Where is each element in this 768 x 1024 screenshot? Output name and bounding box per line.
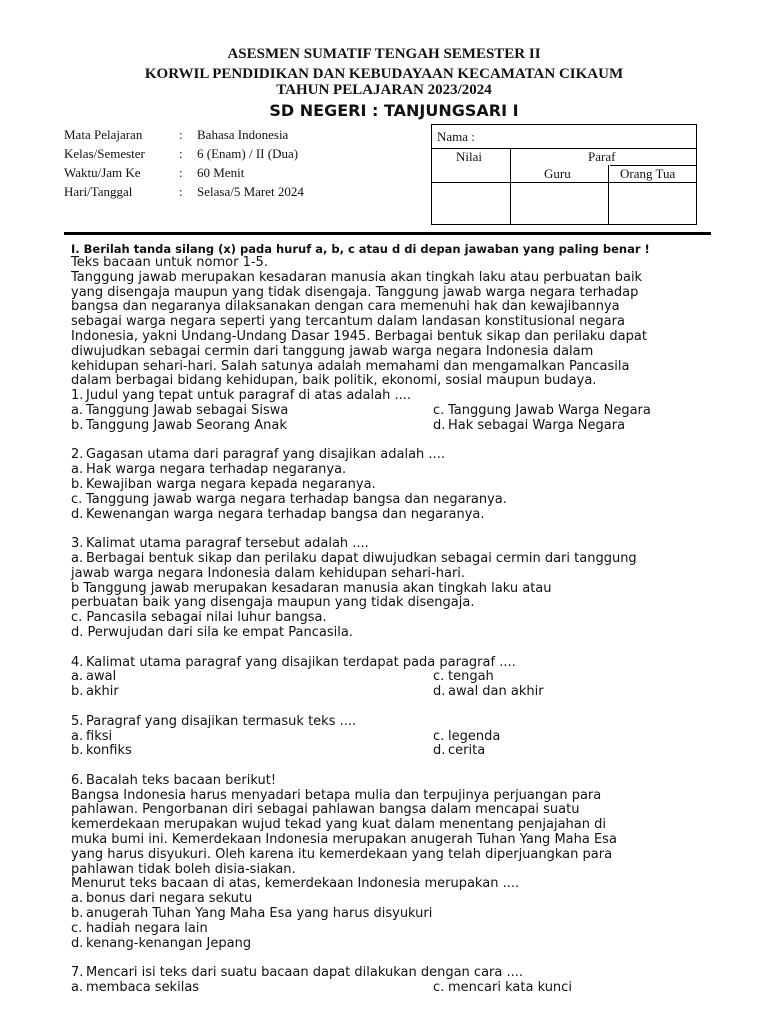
option-letter: c. — [433, 728, 445, 744]
option-text: akhir — [86, 684, 119, 700]
option-letter: c. — [71, 920, 83, 936]
info-label: Waktu/Jam Ke — [64, 165, 141, 180]
option-b[interactable] — [71, 744, 132, 759]
parent-label: Orang Tua — [620, 166, 676, 181]
option-text: anugerah Tuhan Yang Maha Esa yang harus disyukuri — [86, 906, 433, 922]
option-d[interactable]: d. Perwujudan dari sila ke empat Pancasila. — [71, 624, 353, 640]
question-text: Paragraf yang disajikan termasuk teks .... — [86, 713, 357, 729]
option-c[interactable] — [433, 730, 500, 745]
option-text: Berbagai bentuk sikap dan perilaku dapat diwujudkan sebagai cermin dari tanggung — [86, 550, 637, 566]
option-text: Tanggung Jawab Warga Negara — [448, 402, 651, 418]
option-b[interactable]: b Tanggung jawab merupakan kesadaran manusia akan tingkah laku atau — [71, 580, 552, 596]
passage-line: Bangsa Indonesia harus menyadari betapa mulia dan terpujinya perjuangan para — [71, 787, 602, 803]
option-row — [71, 404, 721, 419]
option-letter: d. — [71, 935, 84, 951]
reading-line: Indonesia, yakni Undang-Undang Dasar 1945. Berbagai bentuk sikap dan perilaku dapat — [71, 328, 647, 344]
option-text: awal dan akhir — [448, 684, 544, 700]
option-d[interactable] — [433, 685, 544, 700]
reading-line: bangsa dan negaranya dilaksanakan dengan cara memenuhi hak dan kewajibannya — [71, 299, 620, 315]
option-c[interactable] — [71, 922, 721, 937]
teacher-label: Guru — [544, 166, 571, 181]
info-label: Kelas/Semester — [64, 146, 145, 161]
option-text: fiksi — [86, 728, 113, 744]
question-text: Bacalah teks bacaan berikut! — [86, 772, 277, 788]
option-b[interactable] — [71, 478, 721, 493]
option-c[interactable] — [433, 981, 572, 996]
option-d[interactable] — [71, 937, 721, 952]
reading-intro: Teks bacaan untuk nomor 1-5. — [71, 255, 268, 270]
question-stem — [71, 774, 721, 789]
option-text: hadiah negara lain — [86, 920, 208, 936]
option-a[interactable] — [71, 404, 288, 419]
question-number: 1. — [71, 388, 84, 404]
header-title-line2: KORWIL PENDIDIKAN DAN KEBUDAYAAN KECAMATAN CIKAUM — [144, 66, 624, 82]
question-5 — [71, 715, 721, 759]
option-letter: a. — [71, 402, 84, 418]
question-text: Judul yang tepat untuk paragraf di atas adalah .... — [86, 388, 412, 404]
reading-line: kehidupan sehari-hari. Salah satunya adalah memahami dan mengamalkan Pancasila — [71, 358, 630, 374]
option-text: cerita — [448, 743, 486, 759]
option-a[interactable] — [71, 981, 199, 996]
option-text: Hak warga negara terhadap negaranya. — [86, 462, 347, 478]
question-stem — [71, 715, 721, 730]
option-letter: c. — [433, 980, 445, 996]
info-colon: : — [179, 146, 183, 161]
option-letter: a. — [71, 980, 84, 996]
info-colon: : — [179, 184, 183, 199]
option-text: membaca sekilas — [86, 980, 200, 996]
option-row — [71, 685, 721, 700]
name-field-label: Nama : — [437, 129, 475, 144]
info-label: Mata Pelajaran — [64, 127, 143, 142]
question-3 — [71, 537, 721, 641]
option-letter: a. — [71, 891, 84, 907]
score-divider — [510, 148, 511, 224]
question-stem — [71, 966, 721, 981]
option-text: konfiks — [86, 743, 132, 759]
option-text: bonus dari negara sekutu — [86, 891, 253, 907]
option-d[interactable] — [433, 744, 485, 759]
header-title-line3: TAHUN PELAJARAN 2023/2024 — [276, 82, 492, 98]
info-value: Selasa/5 Maret 2024 — [197, 184, 304, 199]
option-letter: d. — [71, 506, 84, 522]
exam-content — [71, 242, 721, 996]
question-text: Gagasan utama dari paragraf yang disajikan adalah .... — [86, 447, 445, 463]
question-stem — [71, 389, 721, 404]
option-text: Kewajiban warga negara kepada negaranya. — [86, 476, 376, 492]
question-number: 2. — [71, 447, 84, 463]
info-value: Bahasa Indonesia — [197, 127, 289, 142]
reading-line: diwujudkan sebagai cermin dari tanggung jawab warga negara Indonesia dalam — [71, 343, 594, 359]
option-letter: c. — [433, 402, 445, 418]
option-a[interactable] — [71, 892, 721, 907]
option-a[interactable] — [71, 670, 116, 685]
info-value: 60 Menit — [197, 165, 245, 180]
question-stem — [71, 537, 721, 552]
option-letter: b. — [71, 906, 84, 922]
paraf-label: Paraf — [588, 149, 616, 164]
option-text: Hak sebagai Warga Negara — [448, 417, 626, 433]
option-a[interactable] — [71, 730, 112, 745]
option-letter: c. — [433, 669, 445, 685]
header-divider — [64, 232, 711, 235]
option-row — [71, 981, 721, 996]
passage-line: pahlawan. Pengorbanan diri sebagai pahlawan bangsa dalam mencapai suatu — [71, 802, 580, 818]
question-6 — [71, 774, 721, 952]
score-label: Nilai — [456, 149, 482, 164]
option-c[interactable] — [433, 404, 651, 419]
info-colon: : — [179, 165, 183, 180]
question-number: 3. — [71, 536, 84, 552]
option-letter: a. — [71, 550, 84, 566]
question-text: Kalimat utama paragraf tersebut adalah .... — [86, 536, 369, 552]
passage-line: yang harus disyukuri. Oleh karena itu kemerdekaan yang telah diperjuangkan para — [71, 846, 613, 862]
option-letter: d. — [433, 417, 446, 433]
question-number: 4. — [71, 654, 84, 670]
option-letter: c. — [71, 491, 83, 507]
reading-line: Tanggung jawab merupakan kesadaran manusia akan tingkah laku atau perbuatan baik — [71, 269, 643, 285]
option-letter: b. — [71, 476, 84, 492]
option-a[interactable] — [71, 463, 721, 478]
question-1 — [71, 389, 721, 433]
passage-line: muka bumi ini. Kemerdekaan Indonesia merupakan anugerah Tuhan Yang Maha Esa — [71, 832, 617, 848]
reading-line: sebagai warga negara seperti yang tercantum dalam landasan konstitusional negara — [71, 314, 625, 330]
option-letter: d. — [433, 684, 446, 700]
option-a-cont: jawab warga negara Indonesia dalam kehidupan sehari-hari. — [71, 565, 466, 581]
info-label: Hari/Tanggal — [64, 184, 133, 199]
question-number: 5. — [71, 713, 84, 729]
option-letter: b. — [71, 743, 84, 759]
option-text: Tanggung Jawab sebagai Siswa — [86, 402, 289, 418]
question-stem — [71, 656, 721, 671]
option-c[interactable] — [71, 493, 721, 508]
option-text: legenda — [448, 728, 501, 744]
question-2 — [71, 448, 721, 522]
reading-line: yang disengaja maupun yang tidak disengaja. Tanggung jawab warga negara terhadap — [71, 284, 639, 300]
option-text: awal — [86, 669, 117, 685]
option-text: Kewenangan warga negara terhadap bangsa dan negaranya. — [86, 506, 485, 522]
passage-line: kemerdekaan merupakan wujud tekad yang kuat dalam menentang penjajahan di — [71, 817, 606, 833]
reading-line: dalam berbagai bidang kehidupan, baik politik, ekonomi, sosial maupun budaya. — [71, 373, 597, 389]
option-letter: b. — [71, 684, 84, 700]
question-number: 7. — [71, 965, 84, 981]
option-row — [71, 670, 721, 685]
option-text: Tanggung Jawab Seorang Anak — [86, 417, 287, 433]
question-text: Kalimat utama paragraf yang disajikan terdapat pada paragraf .... — [86, 654, 516, 670]
question-number: 6. — [71, 772, 84, 788]
option-letter: a. — [71, 669, 84, 685]
option-b[interactable] — [71, 685, 119, 700]
option-a[interactable] — [71, 552, 721, 567]
option-d[interactable] — [71, 508, 721, 523]
instruction: I. Berilah tanda silang (x) pada huruf a, b, c atau d di depan jawaban yang paling benar ! — [71, 242, 650, 256]
option-letter: a. — [71, 728, 84, 744]
question-7 — [71, 966, 721, 996]
option-text: mencari kata kunci — [448, 980, 572, 996]
option-row — [71, 744, 721, 759]
info-value: 6 (Enam) / II (Dua) — [197, 146, 299, 161]
option-letter: b. — [71, 417, 84, 433]
score-divider — [608, 165, 609, 224]
passage-line: pahlawan tidak boleh disia-siakan. — [71, 861, 296, 877]
question-stem — [71, 448, 721, 463]
option-c[interactable] — [433, 670, 494, 685]
school-name: SD NEGERI : TANJUNGSARI I — [269, 101, 519, 120]
option-letter: a. — [71, 462, 84, 478]
option-row — [71, 730, 721, 745]
question-text: Mencari isi teks dari suatu bacaan dapat dilakukan dengan cara .... — [86, 965, 524, 981]
question-prompt: Menurut teks bacaan di atas, kemerdekaan Indonesia merupakan .... — [71, 876, 520, 892]
score-divider — [432, 182, 696, 183]
option-row — [71, 419, 721, 434]
info-colon: : — [179, 127, 183, 142]
option-b[interactable] — [71, 907, 721, 922]
option-c[interactable]: c. Pancasila sebagai nilai luhur bangsa. — [71, 610, 327, 626]
header-title-line1: ASESMEN SUMATIF TENGAH SEMESTER II — [227, 46, 541, 62]
option-text: tengah — [448, 669, 494, 685]
option-text: Tanggung jawab warga negara terhadap bangsa dan negaranya. — [86, 491, 507, 507]
option-b-cont: perbuatan baik yang disengaja maupun yang tidak disengaja. — [71, 595, 475, 611]
option-b[interactable] — [71, 419, 287, 434]
question-4 — [71, 656, 721, 700]
option-text: kenang-kenangan Jepang — [86, 935, 252, 951]
score-box — [431, 124, 697, 225]
option-d[interactable] — [433, 419, 625, 434]
option-letter: d. — [433, 743, 446, 759]
